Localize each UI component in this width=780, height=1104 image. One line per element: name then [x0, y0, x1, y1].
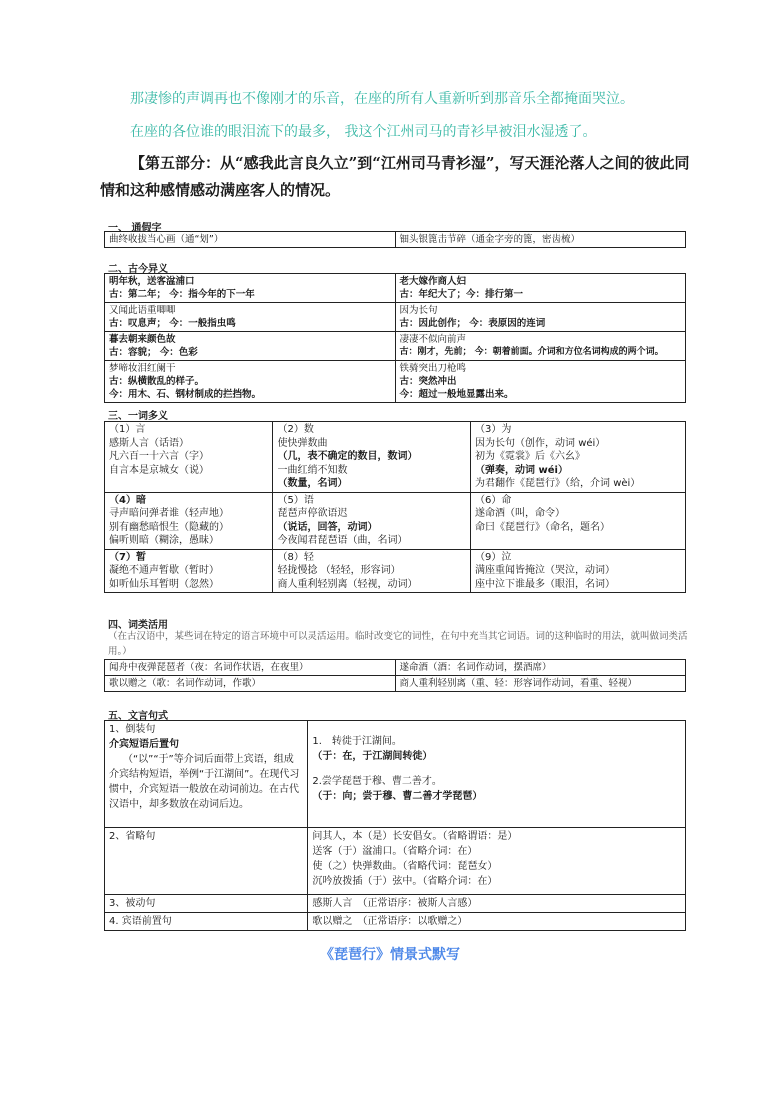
word-heading: （5）语 — [277, 494, 314, 506]
gujin-sentence: 老大嫁作商人妇 — [399, 276, 467, 287]
gujin-sentence: 因为长句 — [399, 305, 438, 316]
word-heading: （4）暗 — [109, 494, 146, 506]
word-usage: 自言本是京城女（说） — [109, 464, 209, 476]
gujin-explain: 古：刚才，先前； 今：朝着前面。介词和方位名词构成的两个词。 — [399, 347, 664, 357]
word-usage: 凝绝不通声暂歇（暂时） — [109, 565, 219, 576]
word-usage: 琵琶声停欲语迟 — [277, 508, 348, 519]
word-usage: （弹奏，动词 wéi） — [475, 464, 568, 476]
word-heading: （1）言 — [109, 424, 146, 435]
sentence-explain: （“以”“于”等介词后面带上宾语，组成介宾结构短语，举例“于江湖间”。在现代习惯中，介宾短语一般放在动词前边。在古代汉语中，却多数放在动词后边。 — [109, 754, 300, 810]
word-usage: 别有幽愁暗恨生（隐藏的） — [109, 521, 229, 533]
gujin-explain: 古：纵横散乱的样子。 — [109, 376, 205, 387]
gujin-sentence: 暮去朝来颜色故 — [109, 334, 176, 345]
section-3-title: 三、一词多义 — [108, 411, 168, 422]
word-usage: 初为《霓裳》后《六幺》 — [475, 451, 586, 462]
example: 沉吟放拨插（于）弦中。（省略介词：在） — [312, 876, 498, 887]
word-usage: 凡六百一十六言（字） — [109, 451, 209, 462]
word-usage: 今夜闻君琵琶语（曲，名词） — [277, 535, 408, 546]
tongjia-left: 曲终收拔当心画（通“划”） — [105, 232, 396, 248]
word-usage: 满座重闻皆掩泣（哭泣，动词） — [475, 565, 616, 576]
gujin-sentence: 凄凄不似向前声 — [399, 334, 467, 345]
gujin-sentence: 梦啼妆泪红阑干 — [109, 363, 176, 374]
word-heading: （7）暂 — [109, 551, 146, 563]
gujin-explain: 今：超过一般地显露出来。 — [399, 389, 514, 400]
gujin-explain: 古：容貌； 今：色彩 — [109, 347, 198, 358]
huoyong-1: 闻舟中夜弹琵琶者（夜：名词作状语，在夜里） — [105, 660, 396, 676]
word-heading: （2）数 — [277, 424, 314, 435]
tongjia-right: 钿头银篦击节碎（通金字旁的篦，密齿梳） — [395, 232, 686, 248]
example: 感斯人言 （正常语序：被斯人言感） — [308, 895, 686, 913]
word-usage: 使快弹数曲 — [277, 437, 328, 449]
example: 使（之）快弹数曲。（省略代词：琵琶女） — [312, 861, 498, 872]
gujin-explain: 今：用木、石、钢材制成的拦挡物。 — [109, 389, 262, 400]
word-usage: 感斯人言（话语） — [109, 437, 189, 449]
word-usage: 轻拢慢捻 （轻轻，形容词） — [277, 565, 401, 576]
word-heading: （3）为 — [475, 424, 512, 435]
section-3-table — [104, 421, 686, 593]
section-4-title: 四、词类活用 — [108, 620, 168, 631]
word-usage: （说话，回答，动词） — [277, 521, 378, 533]
translation-line-2: 在座的各位谁的眼泪流下的最多， 我这个江州司马的青衫早被泪水湿透了。 — [130, 124, 597, 140]
word-usage: 寻声暗问弹者谁（轻声地） — [109, 508, 229, 519]
huoyong-2: 遂命酒（酒：名词作动词，摆酒席） — [395, 660, 686, 676]
section-4-note: （在古汉语中，某些词在特定的语言环境中可以灵活运用。临时改变它的词性，在句中充当其它词语。词的这种临时的用法，就叫做词类活用。） — [108, 631, 688, 657]
word-heading: （8）轻 — [277, 551, 314, 563]
example: 1. 转徙于江湖间。 — [312, 736, 402, 747]
sentence-type: 4. 宾语前置句 — [105, 913, 308, 931]
word-usage: 因为长句（创作，动词 wéi） — [475, 437, 606, 449]
sentence-type: 2、省略句 — [105, 828, 308, 895]
example: 歌以赠之 （正常语序：以歌赠之） — [308, 913, 686, 931]
gujin-sentence: 明年秋，送客湓浦口 — [109, 276, 195, 287]
example-note: （于：向；尝于穆、曹二善才学琵琶） — [312, 791, 483, 802]
gujin-explain: 古：突然冲出 — [399, 376, 457, 387]
word-usage: 如听仙乐耳暂明（忽然） — [109, 578, 219, 590]
word-usage: （几，表不确定的数目，数词） — [277, 451, 418, 462]
translation-line-1: 那凄惨的声调再也不像刚才的乐音，在座的所有人重新听到那音乐全都掩面哭泣。 — [130, 91, 634, 107]
word-usage: 座中泣下谁最多（眼泪，名词） — [475, 578, 616, 590]
example-note: （于：在，于江湖间转徙） — [312, 751, 433, 762]
gujin-explain: 古：因此创作； 今：表原因的连词 — [399, 318, 546, 329]
sentence-subtype: 介宾短语后置句 — [109, 739, 179, 750]
word-usage: 为君翻作《琵琶行》（给，介词 wèi） — [475, 478, 641, 489]
example: 2.尝学琵琶于穆、曹二善才。 — [312, 776, 442, 787]
word-heading: （9）泣 — [475, 551, 512, 563]
section-2-title: 二、古今异义 — [108, 264, 168, 275]
word-usage: 偏听则暗（糊涂，愚昧） — [109, 535, 219, 546]
gujin-explain: 古：叹息声； 今：一般指虫鸣 — [109, 318, 236, 329]
word-usage: 命曰《琵琶行》（命名，题名） — [475, 521, 611, 533]
example: 问其人，本（是）长安倡女。（省略谓语：是） — [312, 831, 518, 842]
word-usage: 遂命酒（叫，命令） — [475, 508, 566, 519]
section-5-title: 五、文言句式 — [108, 711, 168, 722]
sentence-type: 1、倒装句 — [109, 724, 156, 735]
gujin-sentence: 又闻此语重唧唧 — [109, 305, 176, 316]
word-usage: 商人重利轻别离（轻视，动词） — [277, 578, 418, 590]
dictation-heading: 《琵琶行》情景式默写 — [320, 947, 460, 963]
word-usage: 一曲红绡不知数 — [277, 464, 348, 476]
huoyong-4: 商人重利轻别离（重、轻：形容词作动词，看重、轻视） — [395, 676, 686, 692]
word-usage: （数量，名词） — [277, 478, 348, 489]
part-heading: 【第五部分：从“感我此言良久立”到“江州司马青衫湿”，写天涯沦落人之间的彼此同情和这种感情感动满座客人的情况。 — [100, 154, 690, 199]
section-4-table — [104, 659, 686, 692]
section-2-table — [104, 273, 686, 403]
huoyong-3: 歌以赠之（歌：名词作动词，作歌） — [105, 676, 396, 692]
section-1-table — [104, 231, 686, 248]
gujin-explain: 古：年纪大了；今：排行第一 — [399, 289, 524, 300]
sentence-type: 3、被动句 — [105, 895, 308, 913]
gujin-explain: 古：第二年； 今：指今年的下一年 — [109, 289, 255, 300]
word-heading: （6）命 — [475, 494, 512, 506]
example: 送客（于）湓浦口。（省略介词：在） — [312, 846, 478, 857]
section-5-table — [104, 720, 686, 931]
gujin-sentence: 铁骑突出刀枪鸣 — [399, 363, 467, 374]
section-1-title: 一、 通假字 — [108, 223, 162, 234]
